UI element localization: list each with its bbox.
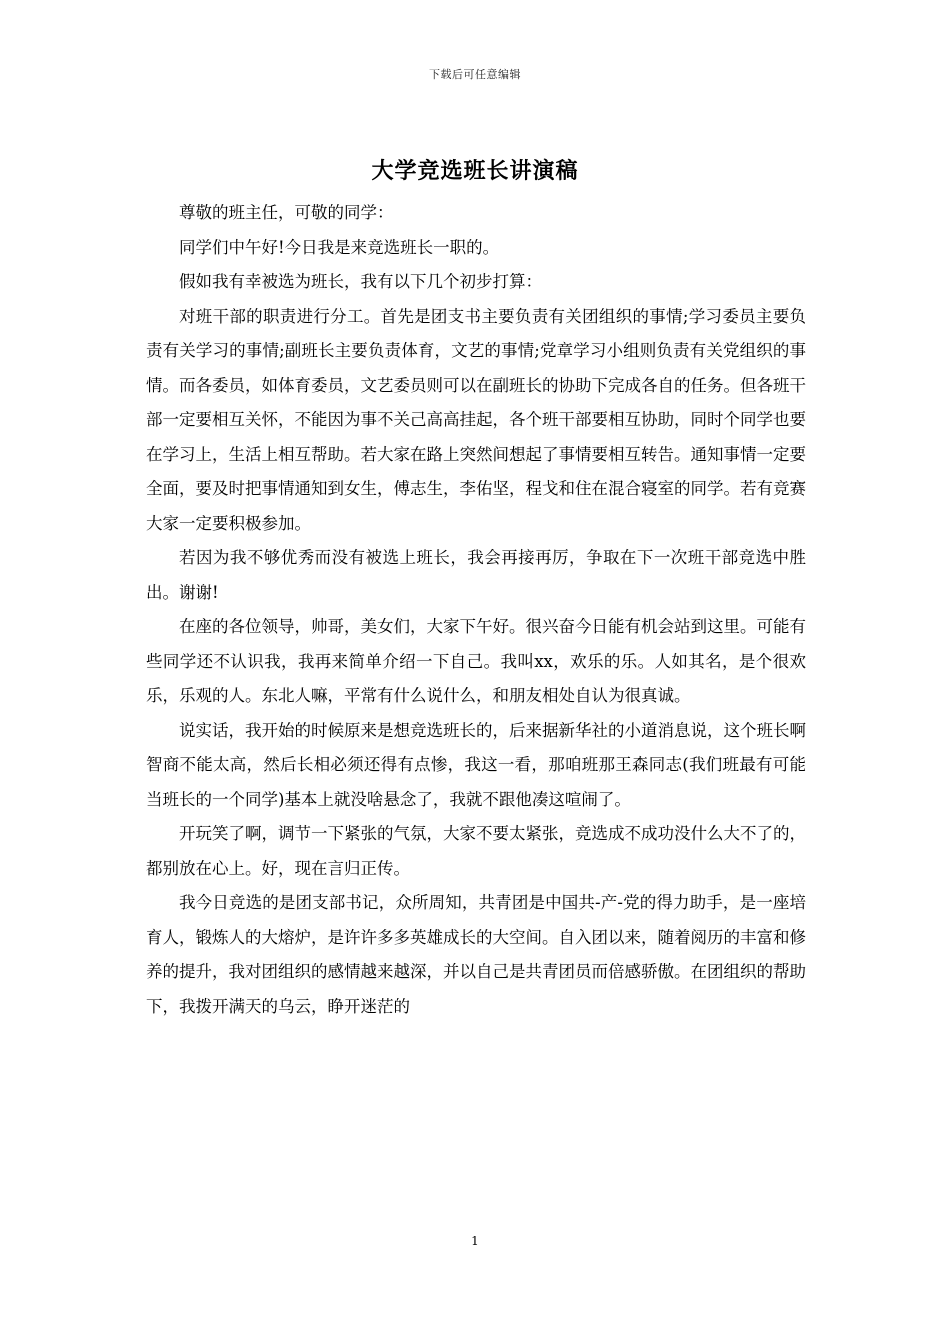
paragraph-thanks: 若因为我不够优秀而没有被选上班长，我会再接再厉，争取在下一次班干部竞选中胜出。谢谢! (146, 548, 806, 602)
paragraph-plan-intro: 假如我有幸被选为班长，我有以下几个初步打算： (179, 272, 542, 291)
paragraph-salutation: 尊敬的班主任，可敬的同学： (179, 203, 394, 222)
document-body (146, 196, 806, 1024)
paragraph-transition: 开玩笑了啊，调节一下紧张的气氛，大家不要太紧张，竞选成不成功没什么大不了的，都别放在心上。好，现在言归正传。 (146, 824, 806, 878)
page-number: 1 (471, 1234, 479, 1248)
paragraph-greeting: 同学们中午好!今日我是来竞选班长一职的。 (179, 237, 500, 257)
paragraph-joke: 说实话，我开始的时候原来是想竞选班长的，后来据新华社的小道消息说，这个班长啊智商不能太高，然后长相必须还得有点惨，我这一看，那咱班那王森同志(我们班最有可能当班长的一个同学)基本上就没啥悬念了，我就不跟他凑这喧闹了。 (146, 720, 806, 809)
paragraph-league-secretary: 我今日竞选的是团支部书记，众所周知，共青团是中国共-产-党的得力助手，是一座培育人，锻炼人的大熔炉，是许许多多英雄成长的大空间。自入团以来，随着阅历的丰富和修养的提升，我对团组织的感情越来越深，并以自己是共青团员而倍感骄傲。在团组织的帮助下，我拨开满天的乌云，睁开迷茫的 (146, 893, 806, 1016)
paragraph-duties: 对班干部的职责进行分工。首先是团支书主要负责有关团组织的事情;学习委员主要负责有关学习的事情;副班长主要负责体育，文艺的事情;党章学习小组则负责有关党组织的事情。而各委员，如体育委员，文艺委员则可以在副班长的协助下完成各自的任务。但各班干部一定要相互关怀，不能因为事不关己高高挂起，各个班干部要相互协助，同时个同学也要在学习上，生活上相互帮助。若大家在路上突然间想起了事情要相互转告。通知事情一定要全面，要及时把事情通知到女生，傅志生，李佑坚，程戈和住在混合寝室的同学。若有竞赛大家一定要积极参加。 (146, 306, 806, 533)
header-note: 下载后可任意编辑 (429, 68, 521, 81)
paragraph-self-intro: 在座的各位领导，帅哥，美女们，大家下午好。很兴奋今日能有机会站到这里。可能有些同学还不认识我，我再来简单介绍一下自己。我叫xx，欢乐的乐。人如其名，是个很欢乐，乐观的人。东北人嘛，平常有什么说什么，和朋友相处自认为很真诚。 (146, 617, 806, 705)
document-title: 大学竞选班长讲演稿 (371, 158, 579, 184)
